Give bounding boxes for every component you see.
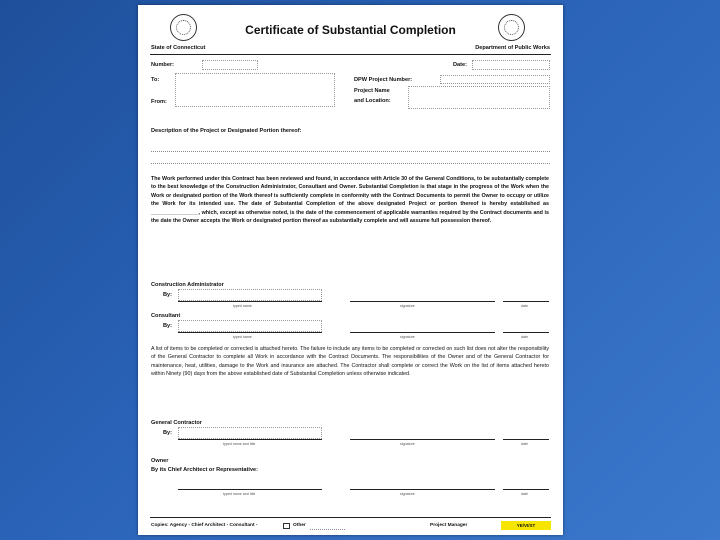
ca-signature-caption: signature bbox=[400, 304, 415, 308]
number-label: Number: bbox=[151, 62, 174, 68]
project-name-location-field[interactable] bbox=[408, 86, 550, 109]
description-label: Description of the Project or Designated Portion thereof: bbox=[151, 128, 302, 134]
description-line-1[interactable] bbox=[151, 151, 550, 152]
gc-date-line[interactable] bbox=[503, 439, 549, 440]
owner-signature-caption: signature bbox=[400, 492, 415, 496]
gc-typed-name-caption: typed name and title bbox=[223, 442, 256, 446]
to-label: To: bbox=[151, 77, 160, 83]
ca-name-line bbox=[178, 301, 322, 302]
department-label: Department of Public Works bbox=[475, 45, 550, 51]
footer-stamp: YE/VI/ST bbox=[501, 521, 551, 530]
ca-signature-line[interactable] bbox=[350, 301, 495, 302]
footer-other: Other bbox=[293, 523, 306, 528]
ca-by-label: By: bbox=[163, 292, 173, 298]
gc-name-line bbox=[178, 439, 322, 440]
ca-date-line[interactable] bbox=[503, 301, 549, 302]
to-field[interactable] bbox=[175, 73, 335, 107]
dpw-project-number-label: DPW Project Number: bbox=[354, 77, 413, 83]
project-name-label: Project Name bbox=[354, 88, 390, 94]
document-title: Certificate of Substantial Completion bbox=[245, 23, 456, 37]
ca-typed-name-caption: typed name bbox=[233, 304, 252, 308]
general-contractor-label: General Contractor bbox=[151, 420, 202, 426]
number-field[interactable] bbox=[202, 60, 258, 70]
ca-typed-name-field[interactable] bbox=[178, 289, 322, 301]
consultant-signature-line[interactable] bbox=[350, 332, 495, 333]
owner-signature-line[interactable] bbox=[350, 489, 495, 490]
owner-date-line[interactable] bbox=[503, 489, 549, 490]
construction-administrator-label: Construction Administrator bbox=[151, 282, 224, 288]
other-checkbox[interactable] bbox=[283, 523, 290, 529]
footer-divider bbox=[150, 517, 551, 518]
owner-name-line[interactable] bbox=[178, 489, 322, 490]
consultant-signature-caption: signature bbox=[400, 335, 415, 339]
punch-list-paragraph: A list of items to be completed or corrected is attached hereto. The failure to include any items to be completed or corrected on such list does not alter the responsibility of the General Contractor to complete all Work in accordance with the Contract Documents. The responsibilities of the Owner and of the General Contractor for maintenance, heat, utilities, damage to the Work and insurance are attached. The Contractor shall complete or correct the Work on the list of items attached hereto within Ninety (90) days from the above established date of Substantial Completion unless otherwise indicated. bbox=[151, 346, 549, 378]
gc-by-label: By: bbox=[163, 430, 173, 436]
date-label: Date: bbox=[453, 62, 467, 68]
owner-date-caption: date bbox=[521, 492, 528, 496]
consultant-name-line bbox=[178, 332, 322, 333]
consultant-typed-name-caption: typed name bbox=[233, 335, 252, 339]
footer-manager: Project Manager bbox=[430, 523, 468, 528]
gc-date-caption: date bbox=[521, 442, 528, 446]
consultant-date-caption: date bbox=[521, 335, 528, 339]
header-divider bbox=[150, 54, 551, 55]
certificate-page bbox=[138, 5, 563, 535]
date-field[interactable] bbox=[472, 60, 550, 70]
owner-typed-name-caption: typed name and title bbox=[223, 492, 256, 496]
state-label: State of Connecticut bbox=[151, 45, 206, 51]
consultant-label: Consultant bbox=[151, 313, 181, 319]
owner-by-label: By its Chief Architect or Representative: bbox=[151, 467, 259, 473]
footer-distribution: Copies: Agency - Chief Architect - Consultant - bbox=[151, 523, 258, 528]
location-label: and Location: bbox=[354, 98, 391, 104]
owner-label: Owner bbox=[151, 458, 169, 464]
ca-date-caption: date bbox=[521, 304, 528, 308]
dpw-project-number-field[interactable] bbox=[440, 75, 550, 84]
description-line-2[interactable] bbox=[151, 163, 550, 164]
consultant-date-line[interactable] bbox=[503, 332, 549, 333]
consultant-by-label: By: bbox=[163, 323, 173, 329]
gc-signature-line[interactable] bbox=[350, 439, 495, 440]
gc-typed-name-field[interactable] bbox=[178, 427, 322, 439]
footer-other-line[interactable] bbox=[310, 529, 345, 530]
gc-signature-caption: signature bbox=[400, 442, 415, 446]
from-label: From: bbox=[151, 99, 167, 105]
consultant-typed-name-field[interactable] bbox=[178, 320, 322, 332]
certification-paragraph: The Work performed under this Contract has been reviewed and found, in accordance with Article 30 of the General Conditions, to be substantially complete to the best knowledge of the Construction Administrator, Consultant and Owner. Substantial Completion is that stage in the progress of the Work when the Work or designated portion of the Work thereof is sufficiently complete in conformity with the Contract Documents to permit the Owner to occupy or utilize the Work for its intended use. The date of Substantial Completion of the above designated Project or portion thereof is hereby established as ________________, which, except as otherwise noted, is the date of the commencement of applicable warranties required by the Contract documents and is the date the Owner accepts the Work or designated portion thereof as substantially complete and will assume full possession thereof. bbox=[151, 176, 549, 225]
